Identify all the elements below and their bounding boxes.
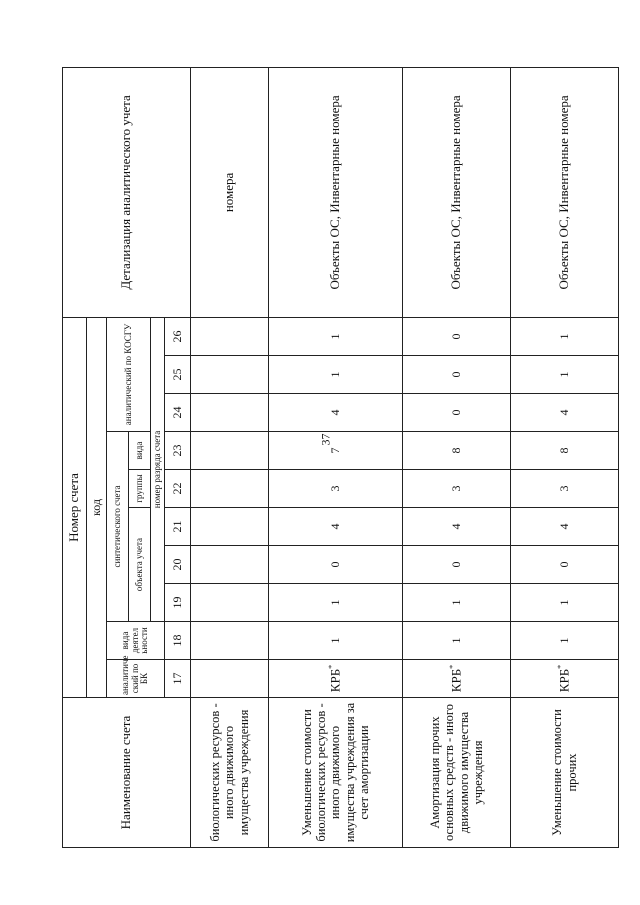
digit-26: 26	[165, 317, 191, 355]
cell: 1	[403, 584, 511, 622]
digit-19: 19	[165, 584, 191, 622]
cell: 0	[511, 546, 619, 584]
cell: 0	[403, 356, 511, 394]
cell: 1	[269, 584, 403, 622]
krb-mark: *	[556, 664, 566, 669]
cell: 1	[403, 622, 511, 660]
rotated-table-wrapper	[62, 68, 598, 848]
cell: 1	[269, 356, 403, 394]
cell: 1	[511, 317, 619, 355]
krb-cell	[403, 660, 511, 698]
page-number: 37	[318, 433, 333, 446]
cell	[191, 317, 269, 355]
header-account-number: Номер счета	[63, 317, 87, 697]
account-name-cell: Амортизация прочих основных средств - иного движимого имущества учреждения	[403, 698, 511, 848]
header-analytic-kosgu: аналитический по КОСГУ	[107, 317, 151, 431]
cell	[191, 356, 269, 394]
krb-cell	[269, 660, 403, 698]
header-synthetic: синтетического счета	[107, 432, 129, 622]
table-row	[403, 67, 511, 847]
header-detail: Детализация аналитического учета	[63, 67, 191, 317]
account-name-cell: Уменьшение стоимости прочих	[511, 698, 619, 848]
cell	[191, 584, 269, 622]
digit-20: 20	[165, 546, 191, 584]
krb-mark: *	[448, 664, 458, 669]
digit-18: 18	[165, 622, 191, 660]
header-group: группы	[129, 470, 151, 508]
header-activity-type: вида деятел ьности	[107, 622, 165, 660]
cell: 0	[403, 317, 511, 355]
cell: 3	[403, 470, 511, 508]
cell: 3	[511, 470, 619, 508]
detail-cell: Объекты ОС, Инвентарные номера	[511, 67, 619, 317]
header-code: код	[87, 317, 107, 697]
table-row	[191, 67, 269, 847]
cell	[191, 432, 269, 470]
cell: 1	[511, 584, 619, 622]
table-row	[511, 67, 619, 847]
cell: 4	[269, 394, 403, 432]
digit-22: 22	[165, 470, 191, 508]
account-table	[62, 67, 619, 848]
cell: 0	[403, 394, 511, 432]
krb-cell	[511, 660, 619, 698]
header-account-object: объекта учета	[129, 508, 151, 622]
cell	[191, 508, 269, 546]
cell: 4	[403, 508, 511, 546]
digit-24: 24	[165, 394, 191, 432]
cell: 7	[269, 432, 403, 470]
cell	[191, 394, 269, 432]
cell: 1	[511, 356, 619, 394]
cell	[191, 470, 269, 508]
cell: 1	[511, 622, 619, 660]
account-name-cell: биологических ресурсов - иного движимого имущества учреждения	[191, 698, 269, 848]
digit-17: 17	[165, 660, 191, 698]
cell: 1	[269, 622, 403, 660]
krb-text: КРБ	[327, 668, 343, 693]
header-analytic-bk: аналитиче ский по БК	[107, 660, 165, 698]
cell: 4	[511, 508, 619, 546]
cell: 0	[269, 546, 403, 584]
cell: 4	[269, 508, 403, 546]
cell: 3	[269, 470, 403, 508]
cell: 8	[511, 432, 619, 470]
krb-text: КРБ	[448, 668, 464, 693]
cell	[191, 546, 269, 584]
cell	[191, 622, 269, 660]
digit-21: 21	[165, 508, 191, 546]
cell: 0	[403, 546, 511, 584]
cell: 1	[269, 317, 403, 355]
krb-mark: *	[327, 664, 337, 669]
cell	[191, 660, 269, 698]
digit-23: 23	[165, 432, 191, 470]
account-name-cell: Уменьшение стоимости биологических ресурсов - иного движимого имущества учреждения за счет амортизации	[269, 698, 403, 848]
header-type: вида	[129, 432, 151, 470]
detail-cell: номера	[191, 67, 269, 317]
table-row	[269, 67, 403, 847]
digit-25: 25	[165, 356, 191, 394]
cell: 4	[511, 394, 619, 432]
detail-cell: Объекты ОС, Инвентарные номера	[269, 67, 403, 317]
detail-cell: Объекты ОС, Инвентарные номера	[403, 67, 511, 317]
krb-text: КРБ	[556, 668, 572, 693]
header-digit-number: номер разряда счета	[151, 317, 165, 621]
cell: 8	[403, 432, 511, 470]
header-account-name: Наименование счета	[63, 698, 191, 848]
